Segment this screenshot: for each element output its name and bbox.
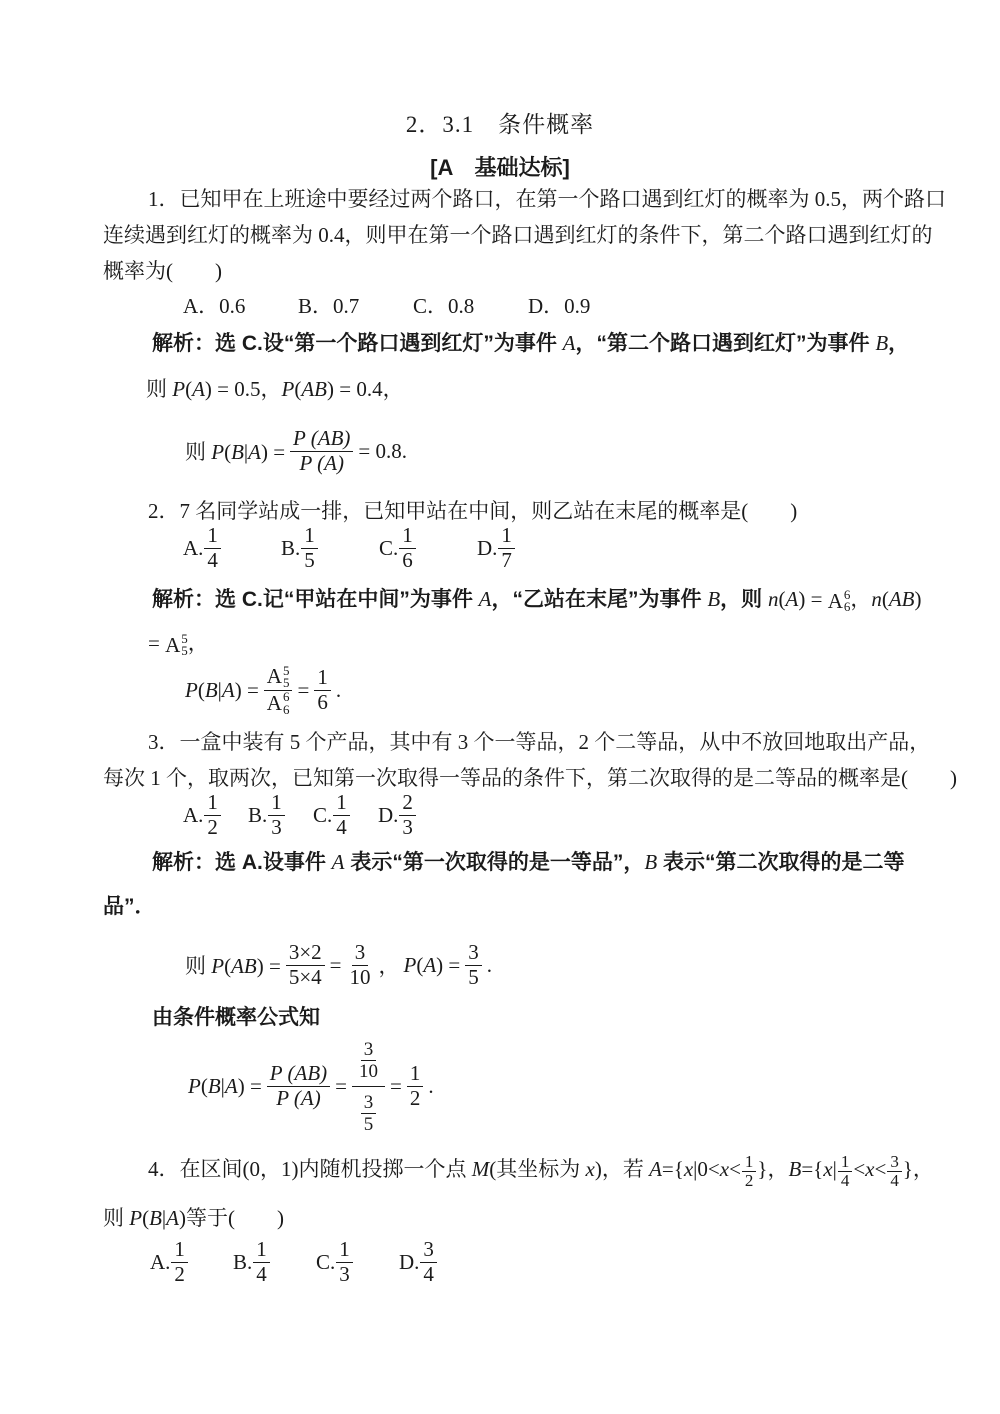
fraction-numerator: 1 (407, 1062, 424, 1087)
text-run: ) = (436, 952, 461, 977)
text-run: ， (888, 332, 910, 355)
text-run: )等于( ) (178, 1206, 284, 1230)
text-run: }， (757, 1157, 789, 1181)
perm-base: A (165, 633, 181, 658)
fraction-one-sixth (314, 666, 331, 714)
text-run: ( (224, 440, 232, 464)
text-run: 解析：选 C.设“第一个路口遇到红灯”为事件 (152, 332, 563, 355)
analysis-3-note: 由条件概率公式知 (152, 1006, 320, 1029)
perm-superscript: 6 (282, 689, 290, 705)
equals-sign: = (329, 952, 342, 977)
option-d (399, 1238, 482, 1286)
fraction-numerator (264, 664, 293, 691)
option-c: C．0.8 (413, 294, 475, 318)
question-2-options-row (183, 524, 575, 572)
text-run: A (192, 377, 205, 401)
fraction-numerator: 1 (838, 1153, 853, 1172)
fraction-denominator: 4 (256, 1261, 267, 1286)
option-fraction (204, 524, 221, 572)
fraction-numerator: 1 (204, 524, 221, 549)
option-d: D．0.9 (528, 294, 591, 318)
text-run: ={ (661, 1157, 684, 1181)
text-run: < (853, 1157, 866, 1181)
option-letter: A. (183, 535, 204, 560)
fraction-numerator: 1 (268, 791, 285, 816)
fraction-denominator: 6 (317, 689, 328, 714)
text-run: A (221, 677, 235, 702)
fraction-numerator: 1 (336, 1238, 353, 1263)
text-run: P (129, 1206, 143, 1230)
fraction-numerator: P (AB) (267, 1062, 330, 1087)
fraction-numerator: 1 (742, 1153, 757, 1172)
fraction-one-half (742, 1153, 757, 1190)
text-run: < (729, 1157, 741, 1181)
fraction-denominator: 3 (271, 814, 282, 839)
perm-base: A (827, 589, 843, 614)
option-c (316, 1238, 399, 1286)
option-fraction (253, 1238, 270, 1286)
option-c (379, 524, 477, 572)
fraction-denominator: 10 (349, 964, 371, 989)
text-run: B (204, 677, 218, 702)
fraction-denominator: 10 (358, 1061, 378, 1083)
text-run: ) = 0.5， (204, 377, 282, 401)
option-letter: B. (248, 802, 268, 827)
equals-sign: = (297, 677, 310, 702)
fraction-numerator: 3 (465, 941, 482, 966)
formula-result: = 0.8. (358, 438, 407, 463)
option-letter: D. (477, 535, 498, 560)
option-a (183, 524, 281, 572)
fraction-denominator: 2 (409, 1085, 421, 1110)
fraction-denominator: 5 (304, 547, 315, 572)
fraction-numerator: 1 (498, 524, 515, 549)
option-b (233, 1238, 316, 1286)
text-run: B (207, 1073, 221, 1098)
option-fraction (336, 1238, 353, 1286)
fraction-three-fifths (465, 941, 482, 989)
text-run: 解析：选 C.记“甲站在中间”为事件 (152, 588, 479, 611)
option-d (477, 524, 575, 572)
text-run: ={ (801, 1157, 824, 1181)
perm-superscript: 5 (181, 630, 188, 646)
formula-lead (188, 1074, 262, 1099)
analysis-2-tail (850, 587, 921, 611)
text-run: B (788, 1157, 802, 1181)
fraction-numerator: 2 (399, 791, 416, 816)
text-run: M (471, 1157, 490, 1181)
text-run: ，“乙站在末尾”为事件 (491, 588, 708, 611)
text-run: ) = (234, 677, 259, 702)
text-run: |0< (693, 1157, 720, 1181)
fraction-numerator: 3×2 (286, 941, 325, 966)
question-4-text-b (757, 1157, 836, 1181)
fraction-denominator (264, 691, 293, 717)
formula-lead (185, 436, 285, 466)
option-letter: C. (313, 802, 333, 827)
question-4-text-a (148, 1157, 741, 1181)
question-4-text-c (853, 1157, 886, 1181)
analysis-1-line-1 (152, 328, 909, 359)
option-letter: A. (150, 1249, 171, 1274)
equals-sign: = (148, 631, 166, 655)
analysis-1-line-2 (146, 374, 404, 404)
fraction-perm-ratio (264, 664, 293, 716)
text-run: A (562, 331, 576, 355)
text-run: < (874, 1157, 887, 1181)
analysis-3-line-2: 品”． (103, 895, 156, 918)
text-run: n (768, 587, 779, 611)
fraction-denominator: 5 (363, 1113, 374, 1135)
text-run: AB (888, 587, 915, 611)
question-3-line-2: 每次 1 个，取两次，已知第一次取得一等品的条件下，第二次取得的是二等品的概率是( ) (103, 766, 957, 790)
question-1-line-2: 连续遇到红灯的概率为 0.4，则甲在第一个路口遇到红灯的条件下，第二个路口遇到红灯的 (103, 223, 933, 247)
permutation-a55 (266, 662, 290, 691)
text-run: x (865, 1157, 875, 1181)
text-run: ) = (260, 440, 286, 464)
perm-subscript: 6 (843, 599, 851, 615)
text-run: 则 (185, 440, 212, 464)
perm-base: A (266, 690, 282, 715)
perm-subscript: 6 (282, 701, 290, 717)
permutation-a66 (828, 586, 851, 616)
text-run: P (188, 1073, 201, 1098)
fraction-numerator: 1 (314, 666, 331, 691)
text-run: 表示“第一次取得的是一等品”， (344, 851, 645, 874)
text-run: x (823, 1157, 833, 1181)
nested-numerator (352, 1037, 385, 1087)
analysis-2-line-2 (148, 628, 209, 660)
option-a: A．0.6 (183, 294, 246, 318)
fraction-denominator: 3 (402, 814, 413, 839)
fraction-3x2-over-5x4 (286, 941, 325, 989)
fraction-numerator: 3 (420, 1238, 437, 1263)
fraction-denominator: 4 (890, 1170, 899, 1190)
permutation-a55 (165, 630, 188, 660)
option-c (313, 791, 378, 839)
text-run: ( (416, 952, 424, 977)
text-run: ( (224, 954, 232, 978)
analysis-2-lead (152, 587, 828, 611)
fraction-numerator: 3 (361, 1092, 377, 1114)
fraction-denominator: 7 (501, 547, 512, 572)
fraction-denominator: 4 (207, 547, 218, 572)
perm-superscript: 6 (843, 586, 851, 602)
text-run: A (166, 1206, 179, 1230)
fraction-denominator: 5 (468, 964, 479, 989)
fraction-three-fifths (361, 1092, 377, 1136)
text-run: | (161, 1206, 167, 1230)
fraction-numerator: 3 (352, 941, 369, 966)
fraction-pab-over-pa (267, 1062, 330, 1110)
option-letter: D. (399, 1249, 420, 1274)
fraction-numerator: 1 (204, 791, 221, 816)
formula-lead (185, 678, 259, 703)
comma: ， (187, 631, 209, 655)
fraction-numerator: 3 (887, 1153, 902, 1172)
equals-sign: = (389, 1073, 402, 1098)
fraction-denominator: 4 (840, 1170, 850, 1190)
formula-q3-pab-pa (183, 936, 494, 994)
fraction-denominator: P (A) (276, 1085, 321, 1110)
text-run: ) = (256, 954, 281, 978)
text-run: A (224, 1073, 238, 1098)
text-run: P (403, 952, 417, 977)
text-run: AB (231, 954, 257, 978)
question-1-line-1: 1．已知甲在上班途中要经过两个路口，在第一个路口遇到红灯的概率为 0.5，两个路口 (148, 187, 946, 211)
text-run: A (649, 1157, 662, 1181)
text-run: B (231, 440, 244, 464)
option-fraction (268, 791, 285, 839)
fraction-pab-over-pa (290, 427, 353, 475)
text-run: A (423, 952, 437, 977)
formula-q1-conditional-probability (183, 419, 409, 483)
perm-subscript: 5 (282, 675, 290, 691)
option-letter: B. (281, 535, 301, 560)
text-run: B (875, 331, 889, 355)
fraction-numerator: 1 (171, 1238, 188, 1263)
text-run: | (243, 440, 249, 464)
perm-scripts (283, 691, 290, 716)
text-run: A (248, 440, 261, 464)
text-run: 表示“第二次取得的是二等 (657, 851, 905, 874)
text-run: A (478, 587, 492, 611)
fraction-denominator: 2 (174, 1261, 185, 1286)
text-run: 则 (185, 954, 212, 978)
text-run: x (585, 1157, 595, 1181)
perm-subscript: 5 (181, 643, 188, 659)
analysis-2-line-1 (152, 584, 922, 616)
analysis-3-line-1 (152, 847, 905, 878)
text-run: ( (778, 587, 786, 611)
fraction-one-half (407, 1062, 424, 1110)
option-b: B．0.7 (298, 294, 360, 318)
fraction-denominator: 4 (336, 814, 347, 839)
formula-mid (404, 953, 461, 978)
period: . (428, 1073, 434, 1098)
fraction-numerator: P (AB) (290, 427, 353, 452)
option-a (183, 791, 248, 839)
text-run: }， (902, 1157, 934, 1181)
question-3-line-1: 3．一盒中装有 5 个产品，其中有 3 个一等品，2 个二等品，从中不放回地取出产品， (148, 730, 931, 754)
option-b (248, 791, 313, 839)
option-letter: D. (378, 802, 399, 827)
text-run: ， (850, 587, 872, 611)
formula-q2-conditional-probability (183, 662, 343, 718)
text-run: n (871, 587, 882, 611)
period: . (486, 952, 493, 977)
text-run: x (719, 1157, 730, 1181)
text-run: (其坐标为 (489, 1157, 586, 1181)
option-letter: B. (233, 1249, 253, 1274)
option-fraction (301, 524, 318, 572)
text-run: P (185, 677, 198, 702)
text-run: )，若 (594, 1157, 650, 1181)
question-4-options-row (150, 1238, 482, 1286)
text-run: 则 (103, 1206, 130, 1230)
fraction-denominator: 3 (339, 1261, 350, 1286)
option-fraction (171, 1238, 188, 1286)
option-b (281, 524, 379, 572)
fraction-numerator: 3 (361, 1039, 377, 1061)
text-run: ) = (237, 1073, 262, 1098)
option-fraction (333, 791, 350, 839)
text-run: ( (142, 1206, 150, 1230)
text-run: ( (294, 377, 302, 401)
formula-lead (185, 950, 281, 980)
fraction-denominator: 4 (423, 1261, 434, 1286)
text-run: ，则 (720, 588, 769, 611)
text-run: 则 (146, 377, 173, 401)
perm-superscript: 5 (282, 662, 290, 678)
option-letter: C. (316, 1249, 336, 1274)
question-4-line-1 (148, 1146, 934, 1192)
fraction-numerator: 1 (301, 524, 318, 549)
text-run: | (217, 677, 222, 702)
text-run: A (785, 587, 799, 611)
fraction-numerator: 1 (253, 1238, 270, 1263)
fraction-one-quarter (838, 1153, 853, 1190)
question-4-text-d (903, 1157, 934, 1181)
text-run: P (281, 377, 295, 401)
option-fraction (399, 524, 416, 572)
text-run: ( (185, 377, 193, 401)
fraction-denominator: 5×4 (288, 964, 322, 989)
text-run: B (644, 850, 658, 874)
perm-scripts (282, 662, 290, 691)
option-letter: C. (379, 535, 399, 560)
period: . (335, 677, 342, 702)
permutation-a66 (267, 691, 290, 716)
text-run: ) = (798, 587, 828, 611)
question-2-line-1: 2．7 名同学站成一排，已知甲站在中间，则乙站在末尾的概率是( ) (148, 499, 798, 523)
equals-sign: = (335, 1073, 347, 1098)
text-run: x (683, 1157, 694, 1181)
option-a (150, 1238, 233, 1286)
text-run: ( (881, 587, 889, 611)
question-1-line-3: 概率为( ) (103, 259, 222, 283)
formula-q3-conditional-probability (186, 1038, 436, 1135)
page-title: 2．3.1 条件概率 (405, 112, 595, 137)
text-run: B (149, 1206, 162, 1230)
question-3-options-row (183, 791, 443, 839)
text-run: P (211, 954, 225, 978)
option-fraction (420, 1238, 437, 1286)
section-header: [A 基础达标] (430, 155, 570, 180)
text-run: | (220, 1073, 225, 1098)
option-d (378, 791, 443, 839)
option-fraction (399, 791, 416, 839)
text-run: ) (914, 587, 922, 611)
text-run: P (172, 377, 186, 401)
option-fraction (498, 524, 515, 572)
text-run: ，“第二个路口遇到红灯”为事件 (575, 332, 876, 355)
question-4-line-2 (103, 1203, 284, 1233)
perm-base: A (266, 664, 282, 689)
fraction-numerator: 1 (399, 524, 416, 549)
text-run: 4．在区间(0，1)内随机投掷一个点 (148, 1157, 472, 1181)
fraction-three-quarters (887, 1153, 902, 1190)
text-run: B (707, 587, 721, 611)
text-run: P (211, 440, 225, 464)
fraction-three-tenths (347, 941, 374, 989)
text-run: ( (197, 677, 205, 702)
nested-denominator (357, 1087, 381, 1136)
text-run: A (331, 850, 345, 874)
fraction-denominator: P (A) (299, 450, 344, 475)
text-run: AB (301, 377, 327, 401)
text-run: | (832, 1157, 837, 1181)
fraction-denominator: 2 (744, 1170, 754, 1190)
fraction-numerator: 1 (333, 791, 350, 816)
fraction-three-tenths (356, 1039, 381, 1083)
text-run: ( (200, 1073, 208, 1098)
option-letter: A. (183, 802, 204, 827)
fraction-denominator: 2 (207, 814, 218, 839)
fraction-denominator: 6 (402, 547, 413, 572)
option-fraction (204, 791, 221, 839)
nested-fraction (352, 1037, 385, 1135)
comma: ， (378, 954, 400, 978)
text-run: ) = 0.4， (326, 377, 404, 401)
question-1-options-row (183, 290, 643, 320)
text-run: 解析：选 A.设事件 (152, 851, 332, 874)
